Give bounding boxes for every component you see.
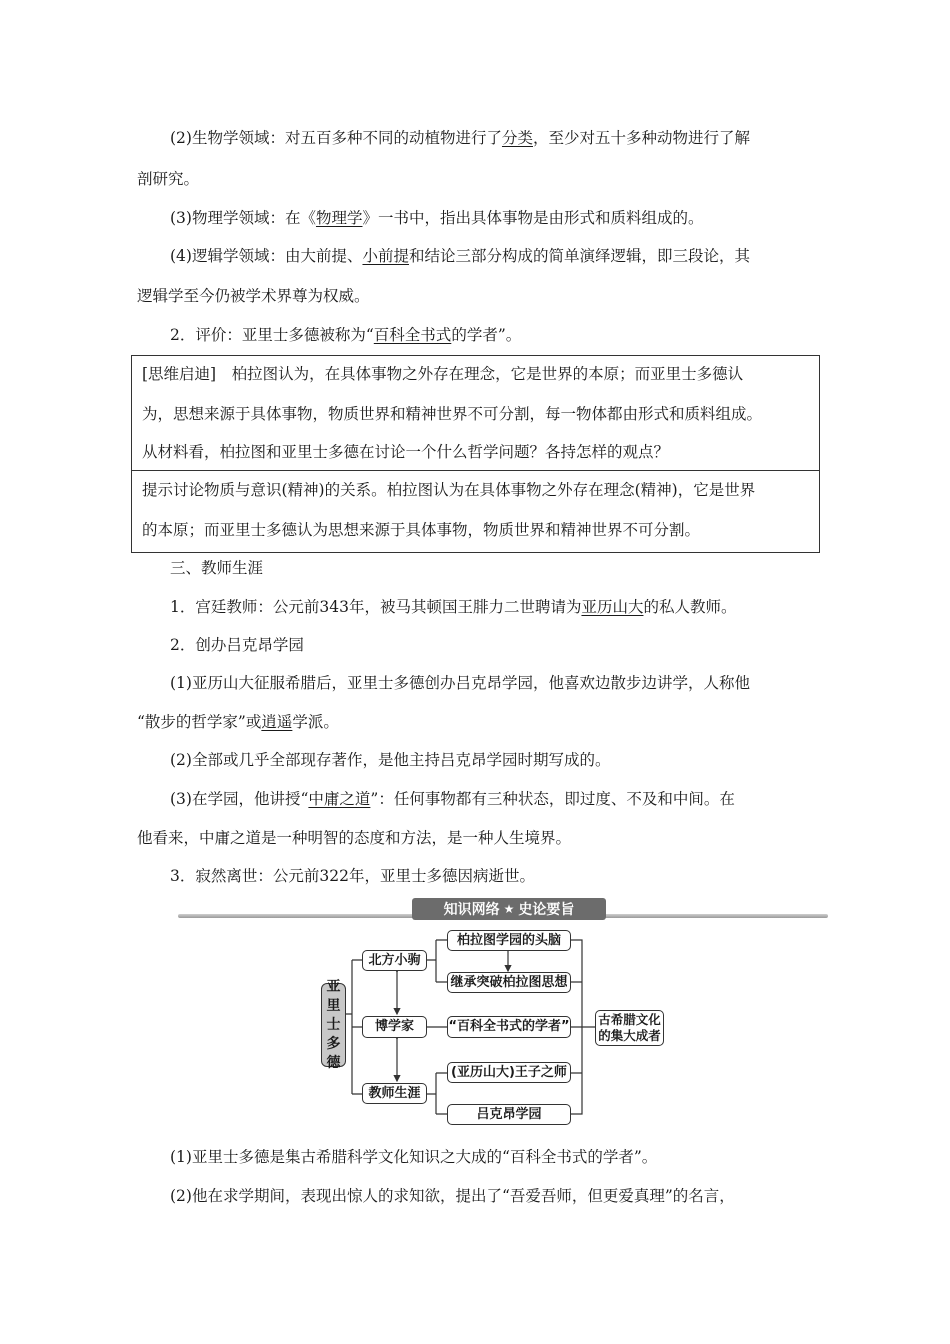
- text: 和结论三部分构成的简单演绎逻辑，即三段论，其: [408, 247, 750, 265]
- item-found-lyceum: 2．创办吕克昂学园: [170, 636, 304, 654]
- leaf-node-encyclopedic-scholar: “百科全书式的学者”: [447, 1016, 571, 1038]
- branch-node-teaching-career: 教师生涯: [362, 1083, 427, 1104]
- text: 学派。: [292, 713, 339, 731]
- paragraph-logic-cont: 逻辑学至今仍被学术界尊为权威。: [137, 287, 370, 305]
- leaf-node-prince-tutor: (亚历山大)王子之师: [447, 1062, 571, 1083]
- root-char: 多: [326, 1035, 341, 1052]
- root-char: 亚: [326, 978, 341, 995]
- summary-line-2: (2)他在求学期间，表现出惊人的求知欲，提出了“吾爱吾师，但更爱真理”的名言，: [170, 1187, 735, 1205]
- underlined-term: 物理学: [315, 209, 363, 227]
- text: 的学者”。: [451, 326, 522, 344]
- root-char: 士: [326, 1016, 341, 1033]
- root-char: 里: [326, 997, 341, 1014]
- branch-node-northern-colt: 北方小驹: [362, 950, 427, 971]
- leaf-node-inherit-plato: 继承突破柏拉图思想: [447, 972, 571, 993]
- question-line-1: [思维启迪] 柏拉图认为，在具体事物之外存在理念，它是世界的本原；而亚里士多德认: [142, 365, 744, 383]
- leaf-node-plato-academy-brain: 柏拉图学园的头脑: [447, 930, 571, 951]
- branch-node-polymath: 博学家: [362, 1016, 427, 1038]
- text: “散步的哲学家”或: [137, 713, 262, 731]
- question-line-2: 为，思想来源于具体事物，物质世界和精神世界不可分割，每一物体都由形式和质料组成。: [142, 405, 763, 423]
- answer-line-2: 的本原；而亚里士多德认为思想来源于具体事物，物质世界和精神世界不可分割。: [142, 521, 701, 539]
- text: 2．评价：亚里士多德被称为“: [170, 326, 374, 344]
- text: 的私人教师。: [643, 598, 737, 616]
- text: ，至少对五十多种动物进行了解: [532, 129, 750, 147]
- text: (3)物理学领域：在《: [170, 209, 316, 227]
- paragraph-lyceum-2: (2)全部或几乎全部现存著作，是他主持吕克昂学园时期写成的。: [170, 751, 611, 769]
- summary-line-1: (1)亚里士多德是集古希腊科学文化知识之大成的“百科全书式的学者”。: [170, 1148, 658, 1166]
- leaf-node-lyceum: 吕克昂学园: [447, 1104, 571, 1125]
- underlined-term: 百科全书式: [373, 326, 452, 344]
- text: 》一书中，指出具体事物是由形式和质料组成的。: [362, 209, 704, 227]
- banner-left-label: 知识网络: [443, 902, 500, 918]
- underlined-term: 分类: [501, 129, 533, 147]
- paragraph-lyceum-1: (1)亚历山大征服希腊后，亚里士多德创办吕克昂学园，他喜欢边散步边讲学，人称他: [170, 674, 750, 692]
- result-node-greek-culture: 古希腊文化的集大成者: [595, 1010, 664, 1046]
- section-title: 三、教师生涯: [170, 559, 264, 577]
- item-death: 3．寂然离世：公元前322年，亚里士多德因病逝世。: [170, 867, 535, 885]
- answer-line-1: 提示讨论物质与意识(精神)的关系。柏拉图认为在具体事物之外存在理念(精神)，它是世界: [142, 481, 756, 499]
- text: (4)逻辑学领域：由大前提、: [170, 247, 363, 265]
- text: ”：任何事物都有三种状态，即过度、不及和中间。在: [370, 790, 735, 808]
- text: (2)生物学领域：对五百多种不同的动植物进行了: [170, 129, 502, 147]
- paragraph-biology-cont: 剖研究。: [137, 170, 200, 188]
- root-char: 德: [326, 1054, 341, 1071]
- underlined-term: 亚历山大: [581, 598, 644, 616]
- star-icon: ★: [503, 902, 515, 916]
- text: (3)在学园，他讲授“: [170, 790, 309, 808]
- question-line-3: 从材料看，柏拉图和亚里士多德在讨论一个什么哲学问题？各持怎样的观点？: [142, 443, 670, 461]
- underlined-term: 小前提: [362, 247, 409, 265]
- underlined-term: 中庸之道: [308, 790, 371, 808]
- paragraph-lyceum-3-cont: 他看来，中庸之道是一种明智的态度和方法，是一种人生境界。: [137, 829, 572, 847]
- text: 1．宫廷教师：公元前343年，被马其顿国王腓力二世聘请为: [170, 598, 582, 616]
- underlined-term: 逍遥: [261, 713, 293, 731]
- banner-right-label: 史论要旨: [518, 902, 575, 918]
- root-node-aristotle: [321, 978, 346, 1071]
